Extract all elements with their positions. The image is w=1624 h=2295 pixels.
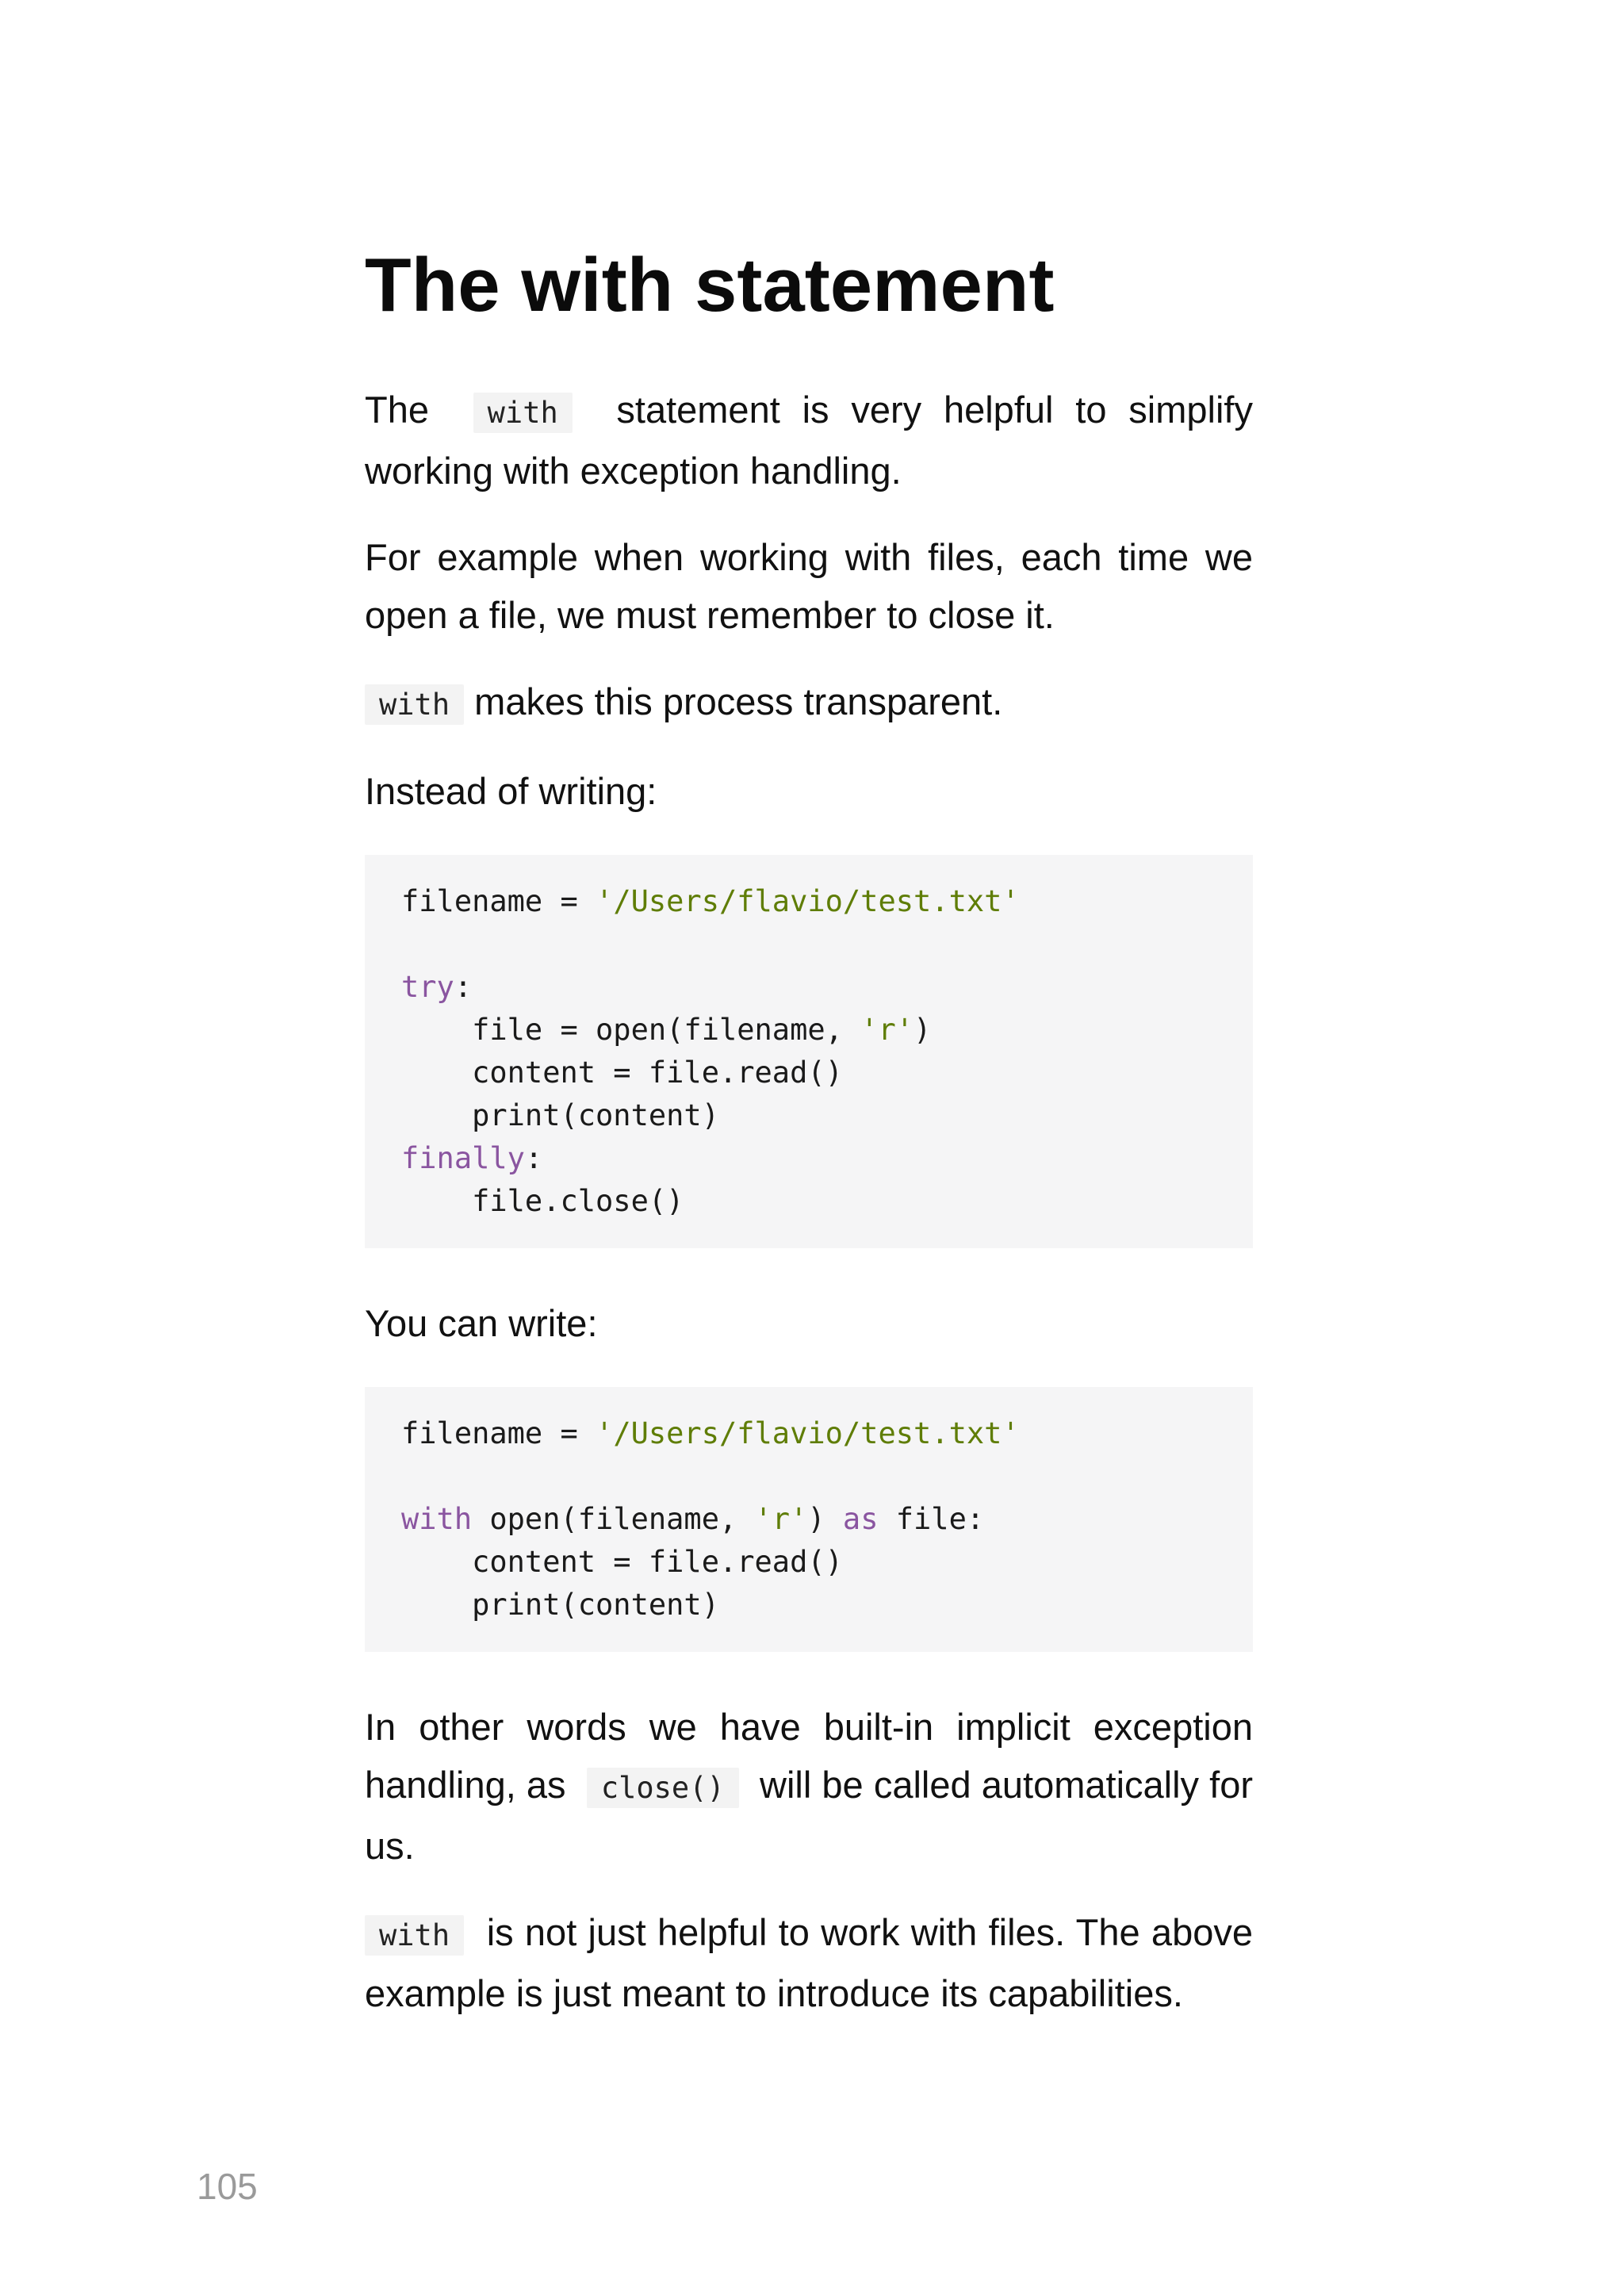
paragraph-instead: Instead of writing: bbox=[365, 770, 657, 812]
page-title: The with statement bbox=[365, 243, 1055, 328]
inline-code-close: close() bbox=[587, 1768, 739, 1808]
paragraph-intro-prefix: The bbox=[365, 389, 429, 431]
code-string: '/Users/flavio/test.txt' bbox=[596, 884, 1020, 918]
code-keyword: finally bbox=[401, 1141, 525, 1175]
paragraph-not-just-files: with is not just helpful to work with files. The above example is just meant to introduce its capabilities. bbox=[365, 1911, 1253, 2014]
code-line: filename = '/Users/flavio/test.txt' bbox=[401, 1416, 1020, 1450]
paragraph-files-example: For example when working with files, each time we open a file, we must remember to close it. bbox=[365, 536, 1253, 636]
code-keyword: as bbox=[842, 1502, 879, 1536]
code-keyword: with bbox=[401, 1502, 473, 1536]
paragraph-transparent bbox=[365, 672, 1253, 734]
paragraph-intro bbox=[365, 381, 1253, 500]
code-line: with open(filename, 'r') as file: bbox=[401, 1502, 985, 1536]
code-line-blank bbox=[401, 923, 1216, 966]
page-number: 105 bbox=[197, 2166, 258, 2207]
code-line: finally: bbox=[401, 1141, 543, 1175]
code-keyword: try bbox=[401, 970, 454, 1004]
code-string: 'r' bbox=[860, 1013, 914, 1047]
code-line: file.close() bbox=[401, 1184, 684, 1218]
code-line: file = open(filename, 'r') bbox=[401, 1013, 932, 1047]
code-line: print(content) bbox=[401, 1098, 719, 1132]
code-block-with bbox=[365, 1387, 1253, 1652]
paragraph-in-other-words: In other words we have built-in implicit exception handling, as close() will be called automatically for us. bbox=[365, 1706, 1254, 1867]
paragraph-you-can-write: You can write: bbox=[365, 1302, 598, 1344]
code-line: content = file.read() bbox=[401, 1056, 843, 1090]
paragraph-transparent-text: makes this process transparent. bbox=[474, 680, 1003, 722]
code-string: '/Users/flavio/test.txt' bbox=[596, 1416, 1020, 1450]
paragraph-intro-text: statement is very helpful to simplify working with exception handling. bbox=[365, 389, 1253, 492]
inline-code-with: with bbox=[365, 1915, 464, 1956]
code-string: 'r' bbox=[754, 1502, 808, 1536]
page-content bbox=[365, 238, 1253, 2051]
inline-code-with: with bbox=[473, 393, 573, 433]
code-line: print(content) bbox=[401, 1588, 719, 1622]
code-line: content = file.read() bbox=[401, 1545, 843, 1579]
inline-code-with: with bbox=[365, 684, 464, 725]
code-line: try: bbox=[401, 970, 473, 1004]
code-line-blank bbox=[401, 1455, 1216, 1498]
code-block-try-finally bbox=[365, 855, 1253, 1248]
code-line: filename = '/Users/flavio/test.txt' bbox=[401, 884, 1020, 918]
